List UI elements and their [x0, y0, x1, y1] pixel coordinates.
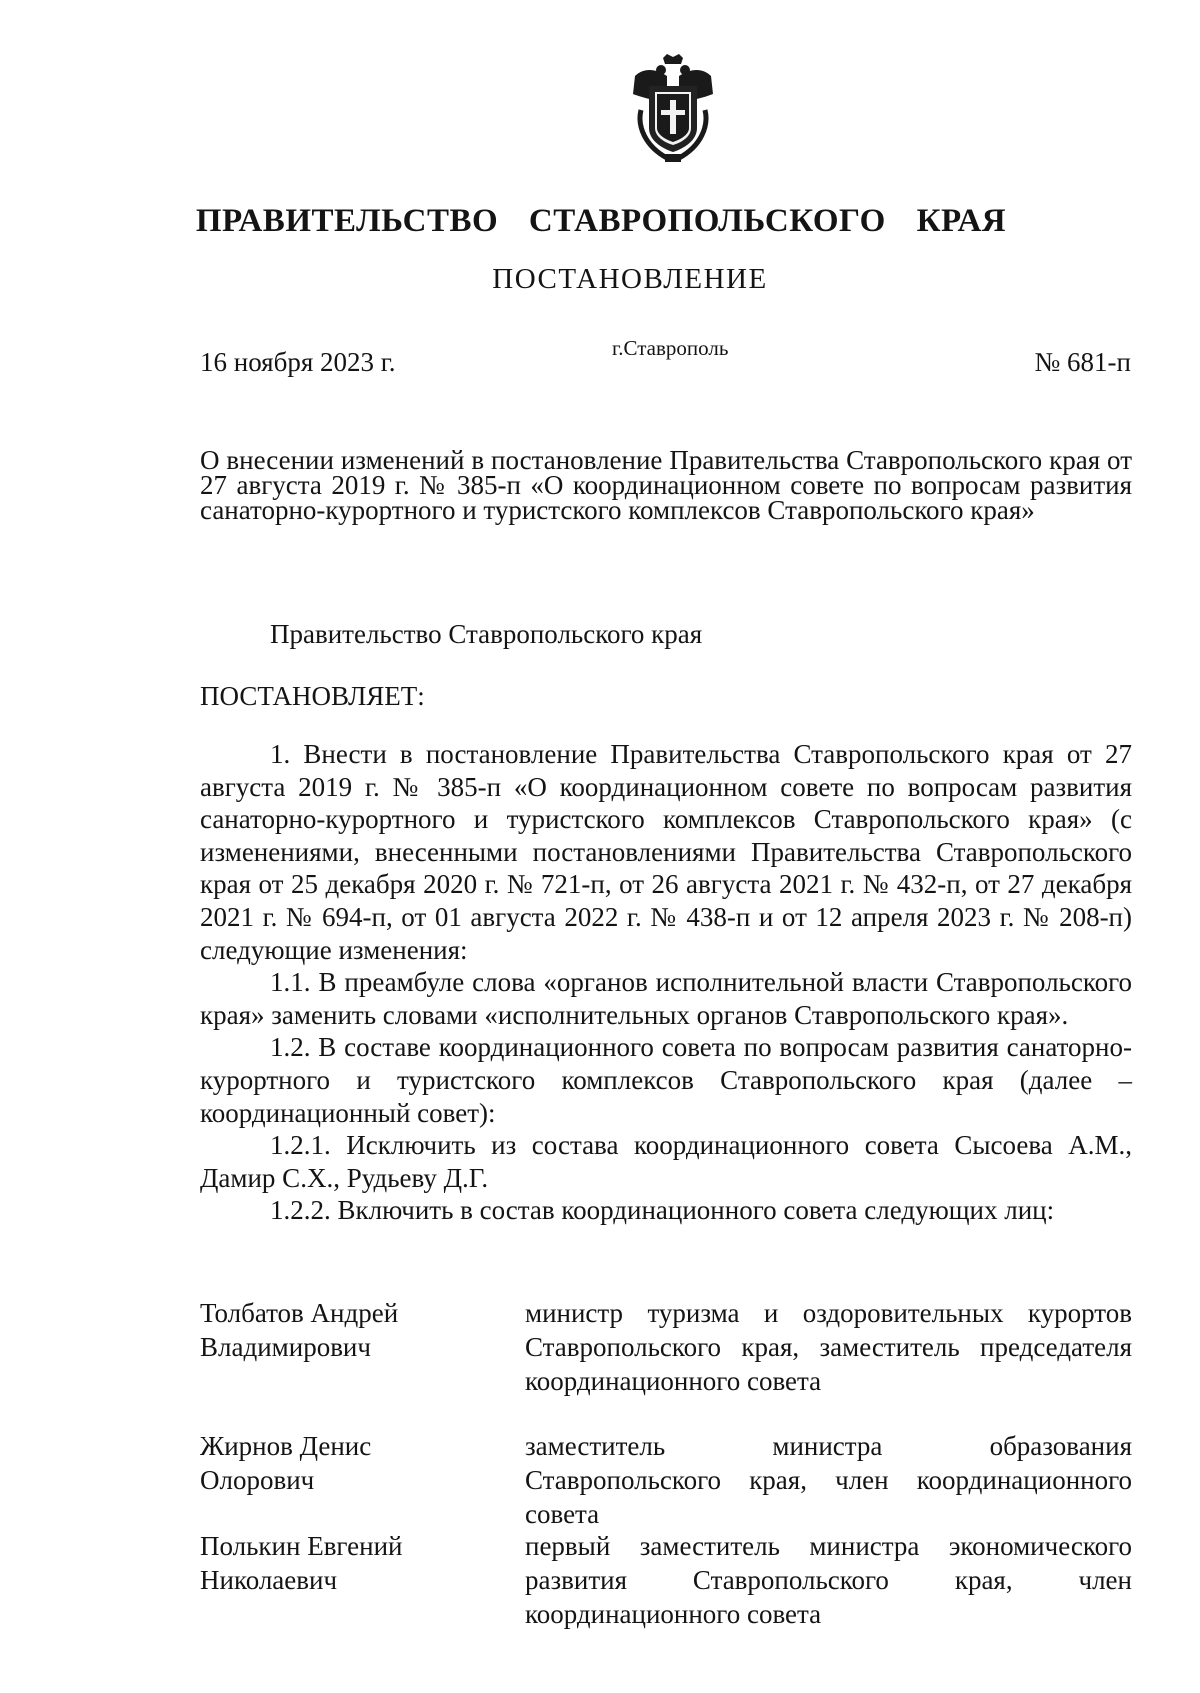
person-surname-line: Жирнов Денис	[200, 1431, 372, 1461]
person-name	[200, 1429, 500, 1497]
body-text	[200, 738, 1132, 1227]
person-patronymic-line: Олорович	[200, 1465, 315, 1495]
person-name	[200, 1296, 500, 1364]
person-role: министр туризма и оздоровительных курортов Ставропольского края, заместитель председателя координационного совета	[525, 1298, 1132, 1396]
person-name	[200, 1529, 500, 1597]
person-role: первый заместитель министра экономического развития Ставропольского края, член координационного совета	[525, 1531, 1132, 1629]
document-date: 16 ноября 2023 г.	[200, 347, 396, 377]
person-surname-line: Полькин Евгений	[200, 1531, 403, 1561]
document-number: № 681-п	[1034, 347, 1131, 377]
paragraph-1-2-2: 1.2.2. Включить в состав координационного совета следующих лиц:	[270, 1195, 1055, 1226]
person-entry	[200, 1296, 1132, 1406]
person-patronymic-line: Владимирович	[200, 1332, 371, 1362]
person-patronymic-line: Николаевич	[200, 1565, 338, 1595]
document-subject: О внесении изменений в постановление Правительства Ставропольского края от 27 августа 2019 г. № 385-п «О координационном совете по вопросам развития санаторно-курортного и туристского комплексов Ставропольского края»	[200, 445, 1132, 525]
issuer-name: Правительство Ставропольского края	[270, 619, 703, 649]
paragraph-1-1: 1.1. В преамбуле слова «органов исполнительной власти Ставропольского края» заменить словами «исполнительных органов Ставропольского края».	[200, 967, 1132, 1030]
person-entry	[200, 1529, 1132, 1639]
paragraph-1-2-1: 1.2.1. Исключить из состава координационного совета Сысоева А.М., Дамир С.Х., Рудьеву Д.Г.	[200, 1130, 1132, 1193]
person-role: заместитель министра образования Ставропольского края, член координационного совета	[525, 1431, 1132, 1529]
paragraph-1-2: 1.2. В составе координационного совета по вопросам развития санаторно-курортного и туристского комплексов Ставропольского края (далее – координационный совет):	[200, 1032, 1132, 1128]
government-title: ПРАВИТЕЛЬСТВО СТАВРОПОЛЬСКОГО КРАЯ	[195, 203, 1007, 239]
paragraph-1: 1. Внести в постановление Правительства Ставропольского края от 27 августа 2019 г. № 385-п «О координационном совете по вопросам развития санаторно-курортного и туристского комплексов Ставропольского края» (с изменениями, внесенными постановлениями Правительства Ставропольского края от 25 декабря 2020 г. № 721-п, от 26 августа 2021 г. № 432-п, от 27 декабря 2021 г. № 694-п, от 01 августа 2022 г. № 438-п и от 12 апреля 2023 г. № 208-п) следующие изменения:	[200, 739, 1132, 965]
coat-of-arms-icon	[627, 54, 719, 166]
document-city: г.Ставрополь	[612, 336, 729, 360]
resolves-heading: ПОСТАНОВЛЯЕТ:	[200, 681, 425, 711]
document-type: ПОСТАНОВЛЕНИЕ	[492, 263, 768, 295]
person-surname-line: Толбатов Андрей	[200, 1298, 399, 1328]
person-entry	[200, 1429, 1132, 1529]
